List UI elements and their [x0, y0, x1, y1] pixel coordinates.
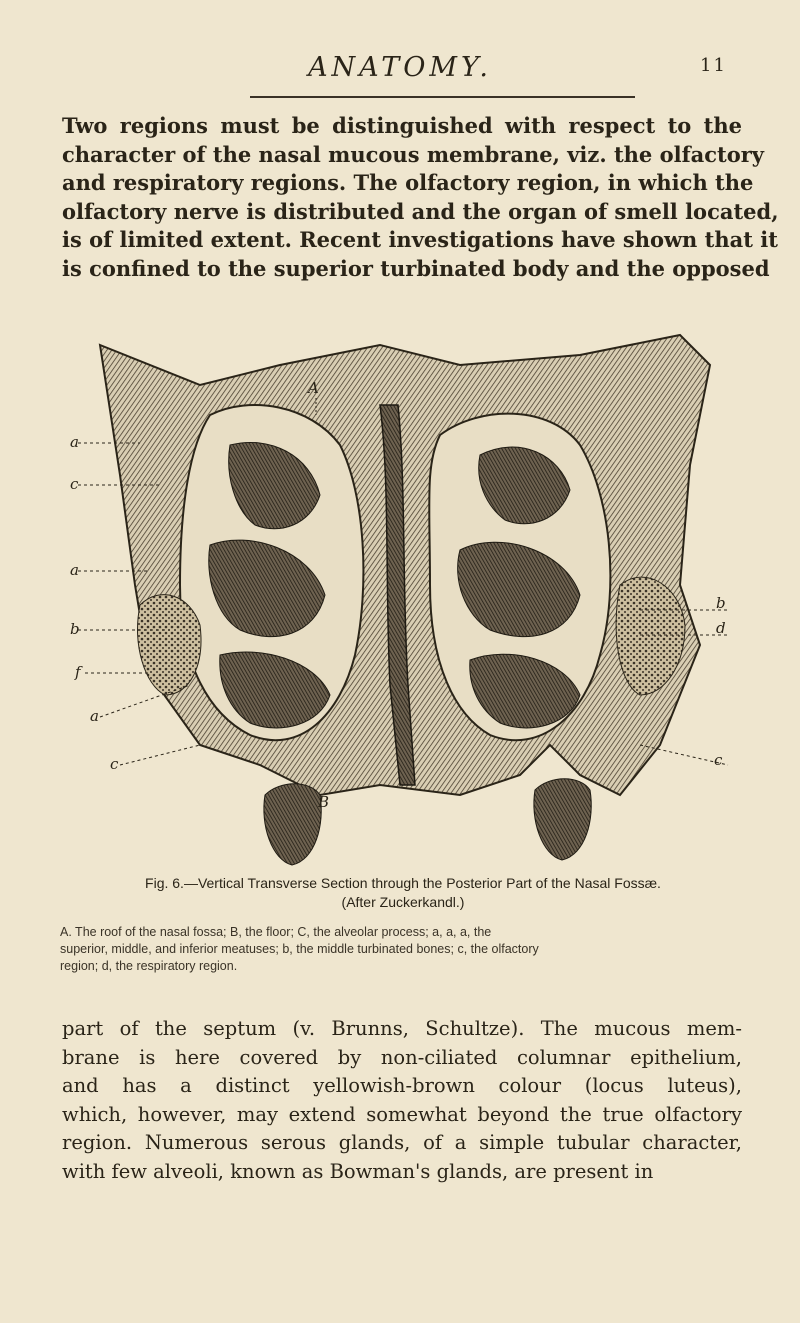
- text-line: region. Numerous serous glands, of a simple tubular character,: [62, 1131, 742, 1154]
- left-tooth: [264, 784, 321, 865]
- figure-caption-credit: (After Zuckerkandl.): [341, 894, 465, 910]
- text-line: which, however, may extend somewhat beyond the true olfactory: [62, 1102, 742, 1126]
- label-a-inferior: a: [90, 707, 99, 725]
- text-line: character of the nasal mucous membrane, viz. the olfactory: [62, 141, 764, 167]
- paragraph-1: [62, 112, 779, 284]
- right-tooth: [534, 779, 591, 860]
- legend-line: A. The roof of the nasal fossa; B, the floor; C, the alveolar process; a, a, a, the: [60, 925, 492, 939]
- label-d: d: [716, 619, 726, 637]
- text-line: with few alveoli, known as Bowman's glands, are present in: [62, 1159, 654, 1183]
- label-b-left: b: [70, 620, 80, 638]
- label-b-right: b: [716, 594, 726, 612]
- paragraph-2: [62, 1015, 742, 1186]
- text-line: part of the septum (v. Brunns, Schultze). The mucous mem-: [62, 1017, 742, 1040]
- page-number: 11: [700, 55, 727, 76]
- text-line: and has a distinct yellowish-brown colour (locus luteus),: [62, 1074, 742, 1097]
- text-line: olfactory nerve is distributed and the organ of smell located,: [62, 198, 779, 224]
- left-maxillary-mass: [138, 595, 201, 695]
- text-line: brane is here covered by non-ciliated columnar epithelium,: [62, 1045, 742, 1069]
- label-C: c: [110, 755, 119, 773]
- figure-caption-legend: [60, 924, 746, 975]
- label-A: A: [308, 379, 319, 397]
- label-B: B: [318, 793, 330, 811]
- legend-line: region; d, the respiratory region.: [60, 959, 238, 973]
- header-rule: [250, 96, 635, 98]
- nasal-section-illustration: [70, 325, 728, 870]
- text-line: is of limited extent. Recent investigations have shown that it: [62, 227, 778, 253]
- running-head: ANATOMY.: [308, 52, 492, 83]
- label-c-left: c: [70, 475, 79, 493]
- label-a-middle: a: [70, 561, 79, 579]
- figure-caption-title: Fig. 6.—Vertical Transverse Section through the Posterior Part of the Nasal Fossæ.: [145, 875, 661, 891]
- text-line: is confined to the superior turbinated body and the opposed: [62, 255, 770, 281]
- label-f: f: [75, 663, 81, 681]
- text-line: Two regions must be distinguished with respect to the: [62, 113, 742, 138]
- label-a-superior: a: [70, 433, 79, 451]
- text-line: and respiratory regions. The olfactory region, in which the: [62, 170, 754, 196]
- label-c-right: c: [714, 751, 723, 769]
- legend-line: superior, middle, and inferior meatuses; b, the middle turbinated bones; c, the olfactory: [60, 942, 539, 956]
